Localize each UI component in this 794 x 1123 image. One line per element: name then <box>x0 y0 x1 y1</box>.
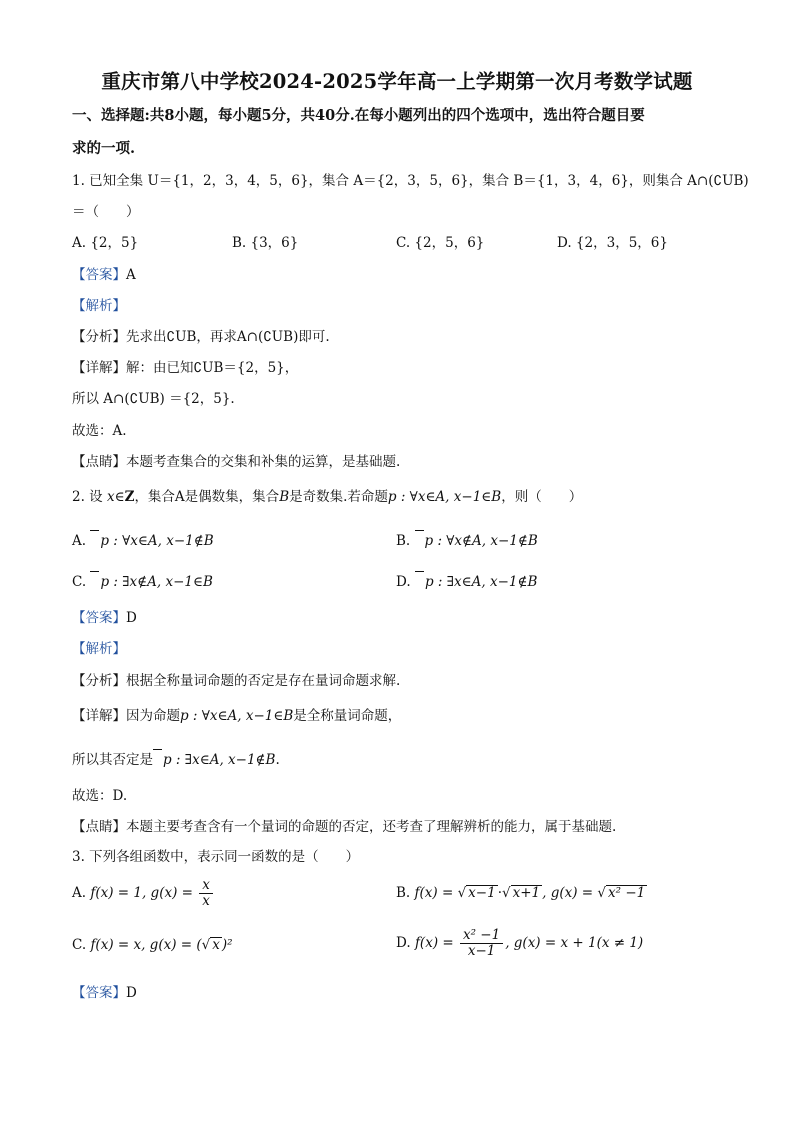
dianjing-text: 本题主要考查含有一个量词的命题的否定，还考查了理解辨析的能力，属于基础题. <box>126 819 617 835</box>
q2-dianjing <box>72 818 616 836</box>
q3-option-d <box>396 928 643 959</box>
sqrt-icon: √ <box>457 885 467 901</box>
opt-formula-post: )² <box>221 937 233 953</box>
xiangjie-post: 是全称量词命题， <box>293 708 402 724</box>
q2-stem-pre: 2. 设 <box>72 489 103 505</box>
q2-stem-b: B <box>279 489 290 505</box>
q1-so-line: 所以 A∩(∁UB) ＝{2，5}. <box>72 391 235 407</box>
q3-stem: 3. 下列各组函数中，表示同一函数的是（ ） <box>72 849 360 865</box>
xiangjie-text: 解：由已知∁UB＝{2，5}， <box>126 360 299 376</box>
section-heading-line2: 求的一项. <box>72 140 136 157</box>
answer-tag: 【答案】 <box>72 610 126 626</box>
fraction <box>199 878 213 909</box>
dianjing-tag: 【点睛】 <box>72 454 126 470</box>
sqrt-icon: √ <box>501 885 511 901</box>
answer-tag: 【答案】 <box>72 267 126 283</box>
dot: · <box>497 885 502 901</box>
negation-icon <box>415 530 424 537</box>
q2-option-d <box>396 571 537 591</box>
opt-formula-g: , g(x) = <box>542 885 594 901</box>
q1-analysis-tag: 【解析】 <box>72 298 126 314</box>
opt-formula-pre: f(x) = x, g(x) = ( <box>90 937 202 953</box>
q1-option-a: A. {2，5} <box>72 235 139 251</box>
q1-xiangjie <box>72 359 298 377</box>
q1-option-c: C. {2，5，6} <box>396 235 485 251</box>
q2-stem-prop: p : ∀x∈A, x−1∈B <box>387 489 502 505</box>
q2-option-c <box>72 571 213 591</box>
q2-analysis-tag: 【解析】 <box>72 641 126 657</box>
sqrt-icon: √ <box>597 885 606 901</box>
q1-choose: 故选：A. <box>72 423 127 439</box>
so-post: . <box>275 752 280 768</box>
opt-label: A. <box>72 885 87 901</box>
fenxi-text: 根据全称量词命题的否定是存在量词命题求解. <box>126 673 401 689</box>
answer-value: D <box>126 985 137 1001</box>
q2-option-a <box>72 530 214 550</box>
opt-formula: p : ∃x∉A, x−1∈B <box>100 574 213 590</box>
q2-stem <box>72 488 582 506</box>
q3-option-b <box>396 884 647 902</box>
q2-answer <box>72 609 137 627</box>
q2-fenxi <box>72 672 400 690</box>
q1-option-b: B. {3，6} <box>232 235 299 251</box>
page-title: 重庆市第八中学校2024-2025学年高一上学期第一次月考数学试题 <box>101 70 693 93</box>
denominator: x <box>202 893 210 909</box>
sqrt-icon: √ <box>201 937 211 953</box>
negation-icon <box>90 571 99 578</box>
opt-label: B. <box>396 885 411 901</box>
fraction <box>460 928 503 959</box>
q2-xiangjie <box>72 707 401 725</box>
opt-label: C. <box>72 937 87 953</box>
q2-stem-mid: ，集合A是偶数集，集合 <box>134 489 280 505</box>
opt-formula: p : ∀x∉A, x−1∉B <box>424 533 538 549</box>
fenxi-tag: 【分析】 <box>72 673 126 689</box>
radicand: x+1 <box>512 885 541 901</box>
fenxi-text: 先求出∁UB，再求A∩(∁UB)即可. <box>126 329 330 345</box>
negation-icon <box>153 749 162 756</box>
opt-label: C. <box>72 574 87 590</box>
numerator: x <box>199 878 213 894</box>
dianjing-text: 本题考查集合的交集和补集的运算，是基础题. <box>126 454 401 470</box>
q3-answer <box>72 984 137 1002</box>
so-prop: p : ∃x∈A, x−1∉B <box>163 752 276 768</box>
q1-answer <box>72 266 136 284</box>
q2-option-b <box>396 530 538 550</box>
radicand: x² −1 <box>608 885 646 901</box>
q1-stem-line2: ＝（ ） <box>72 204 140 220</box>
answer-value: A <box>126 267 136 283</box>
dianjing-tag: 【点睛】 <box>72 819 126 835</box>
opt-label: A. <box>72 533 87 549</box>
q1-option-d: D. {2，3，5，6} <box>557 235 668 251</box>
denominator: x−1 <box>467 943 496 959</box>
q3-option-a <box>72 878 215 909</box>
xiangjie-tag: 【详解】 <box>72 360 126 376</box>
opt-label: D. <box>396 574 411 590</box>
fenxi-tag: 【分析】 <box>72 329 126 345</box>
xiangjie-prop: p : ∀x∈A, x−1∈B <box>180 708 294 724</box>
opt-formula: p : ∃x∈A, x−1∉B <box>424 574 538 590</box>
opt-formula-pre: f(x) = <box>414 935 454 951</box>
q1-stem-line1: 1. 已知全集 U＝{1，2，3，4，5，6}，集合 A＝{2，3，5，6}，集合 B＝{1，3，4，6}，则集合 A∩(∁UB) <box>72 173 749 189</box>
opt-formula-f: f(x) = <box>414 885 454 901</box>
q1-fenxi <box>72 328 330 346</box>
q3-option-c <box>72 936 233 954</box>
answer-value: D <box>126 610 137 626</box>
negation-icon <box>415 571 424 578</box>
radicand: x−1 <box>468 885 496 901</box>
opt-label: B. <box>396 533 411 549</box>
answer-tag: 【答案】 <box>72 985 126 1001</box>
q2-so-line <box>72 749 280 769</box>
q1-dianjing <box>72 453 400 471</box>
xiangjie-tag: 【详解】 <box>72 708 126 724</box>
negation-icon <box>90 530 99 537</box>
q2-stem-z: Z <box>124 489 135 505</box>
opt-formula: p : ∀x∈A, x−1∉B <box>100 533 214 549</box>
q2-stem-x: x∈ <box>106 489 125 505</box>
opt-label: D. <box>396 935 411 951</box>
numerator: x² −1 <box>460 928 503 944</box>
radicand: x <box>212 937 220 953</box>
so-pre: 所以其否定是 <box>72 752 153 768</box>
opt-formula-post: , g(x) = x + 1(x ≠ 1) <box>505 935 644 951</box>
xiangjie-pre: 因为命题 <box>126 708 180 724</box>
q2-stem-mid2: 是奇数集.若命题 <box>289 489 388 505</box>
section-heading-line1: 一、选择题:共8小题，每小题5分，共40分.在每小题列出的四个选项中，选出符合题目要 <box>72 107 645 124</box>
opt-formula-pre: f(x) = 1, g(x) = <box>90 885 193 901</box>
q2-stem-end: ，则（ ） <box>501 489 583 505</box>
q2-choose: 故选：D. <box>72 788 128 804</box>
